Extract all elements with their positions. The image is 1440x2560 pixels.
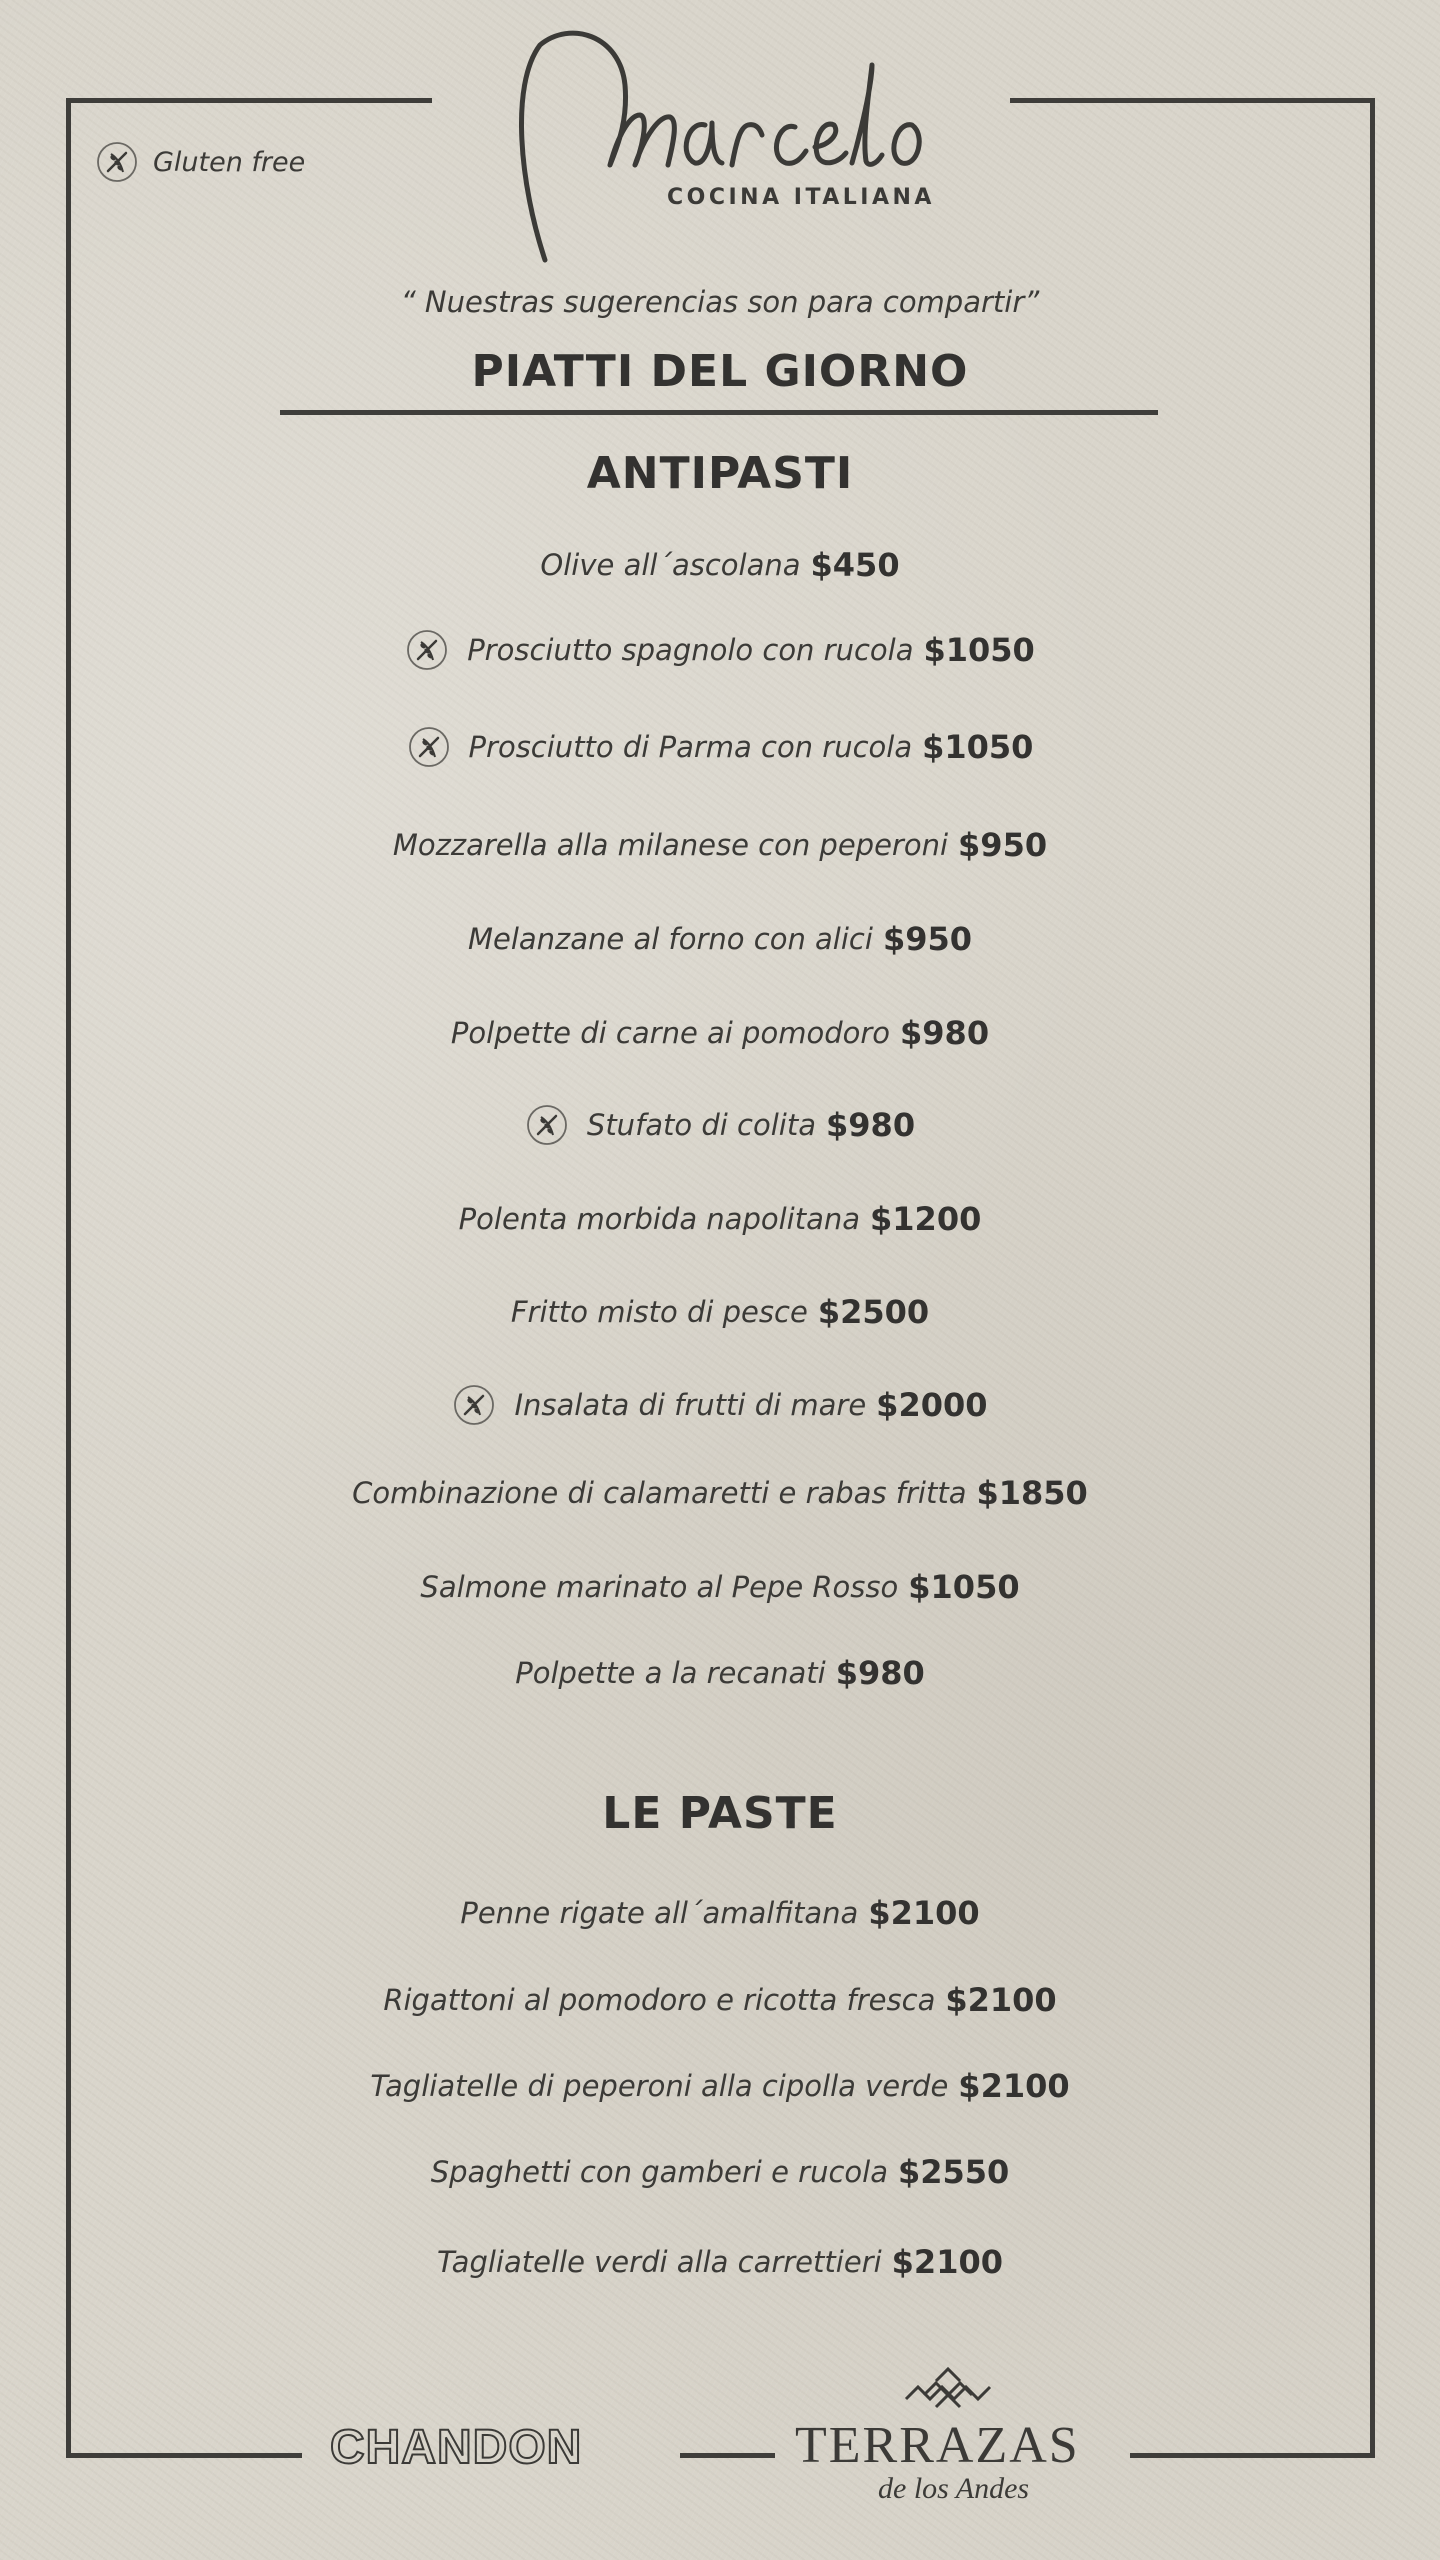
tagline: “ Nuestras sugerencias son para compartir” (400, 285, 1040, 319)
menu-item-name: Fritto misto di pesce (510, 1295, 808, 1329)
terrazas-logo-name: TERRAZAS (795, 2417, 1080, 2474)
menu-item-price: $1050 (922, 728, 1034, 766)
frame-bottom-middle (680, 2453, 775, 2458)
menu-item-price: $980 (826, 1106, 916, 1144)
menu-item-name: Polenta morbida napolitana (458, 1202, 861, 1236)
menu-item-name: Melanzane al forno con alici (467, 922, 873, 956)
gluten-free-legend (95, 140, 305, 184)
menu-item-name: Polpette di carne ai pomodoro (450, 1016, 891, 1050)
menu-item-name: Prosciutto di Parma con rucola (468, 730, 913, 764)
menu-item-name: Penne rigate all´amalfitana (460, 1896, 859, 1930)
menu-item-price: $2550 (897, 2153, 1010, 2191)
menu-item-price: $1050 (908, 1568, 1020, 1606)
menu-item-price: $2100 (958, 2067, 1070, 2105)
menu-item-name: Spaghetti con gamberi e rucola (430, 2155, 888, 2189)
terrazas-emblem-icon (900, 2365, 996, 2411)
menu-item (0, 625, 1440, 675)
gluten-free-icon (452, 1383, 496, 1427)
restaurant-logo (500, 25, 960, 265)
menu-item (0, 1008, 1440, 1058)
menu-item (0, 540, 1440, 590)
gluten-free-icon (525, 1103, 569, 1147)
menu-item-name: Insalata di frutti di mare (514, 1388, 867, 1422)
menu-item (0, 914, 1440, 964)
menu-item-price: $950 (958, 826, 1048, 864)
menu-item-price: $980 (900, 1014, 990, 1052)
menu-item-name: Prosciutto spagnolo con rucola (467, 633, 914, 667)
menu-item-price: $1050 (923, 631, 1035, 669)
menu-item-price: $2000 (876, 1386, 988, 1424)
menu-item (0, 1468, 1440, 1518)
restaurant-subtitle: COCINA ITALIANA (667, 185, 935, 210)
menu-item-price: $2500 (817, 1293, 930, 1331)
section-title: ANTIPASTI (586, 448, 854, 499)
frame-top-right (1010, 98, 1375, 103)
menu-item-price: $1850 (976, 1474, 1088, 1512)
menu-item-price: $2100 (891, 2243, 1003, 2281)
menu-item (0, 2237, 1440, 2287)
menu-item (0, 722, 1440, 772)
menu-item-price: $950 (882, 920, 972, 958)
gluten-free-label: Gluten free (153, 146, 306, 178)
menu-item-price: $1200 (870, 1200, 982, 1238)
marcelo-script-logo (500, 25, 960, 265)
menu-item-name: Rigattoni al pomodoro e ricotta fresca (383, 1983, 936, 2017)
menu-item (0, 1100, 1440, 1150)
gluten-free-icon (405, 628, 449, 672)
menu-item-name: Olive all´ascolana (540, 548, 801, 582)
menu-item-price: $2100 (868, 1894, 980, 1932)
menu-item (0, 1975, 1440, 2025)
menu-item-price: $2100 (945, 1981, 1057, 2019)
frame-bottom-left (66, 2453, 302, 2458)
menu-item (0, 1380, 1440, 1430)
menu-item-price: $980 (835, 1654, 925, 1692)
menu-item (0, 1287, 1440, 1337)
gluten-free-icon (95, 140, 139, 184)
heading-divider (280, 410, 1158, 415)
menu-item (0, 1888, 1440, 1938)
menu-item (0, 2061, 1440, 2111)
frame-top-left (66, 98, 432, 103)
menu-item (0, 2147, 1440, 2197)
menu-item (0, 1648, 1440, 1698)
menu-item-name: Tagliatelle verdi alla carrettieri (437, 2245, 882, 2279)
terrazas-logo-subtitle: de los Andes (878, 2472, 1030, 2505)
menu-item-price: $450 (810, 546, 900, 584)
chandon-logo: CHANDON (330, 2421, 583, 2474)
gluten-free-icon (407, 725, 451, 769)
menu-item (0, 1194, 1440, 1244)
menu-item-name: Tagliatelle di peperoni alla cipolla verde (370, 2069, 949, 2103)
menu-item (0, 1562, 1440, 1612)
menu-item-name: Combinazione di calamaretti e rabas fritta (352, 1476, 967, 1510)
frame-bottom-right (1130, 2453, 1375, 2458)
menu-item-name: Stufato di colita (586, 1108, 817, 1142)
page-title: PIATTI DEL GIORNO (471, 346, 969, 397)
menu-item-name: Polpette a la recanati (515, 1656, 826, 1690)
section-title: LE PASTE (602, 1788, 838, 1839)
menu-item-name: Mozzarella alla milanese con peperoni (392, 828, 949, 862)
menu-item (0, 820, 1440, 870)
menu-item-name: Salmone marinato al Pepe Rosso (420, 1570, 899, 1604)
